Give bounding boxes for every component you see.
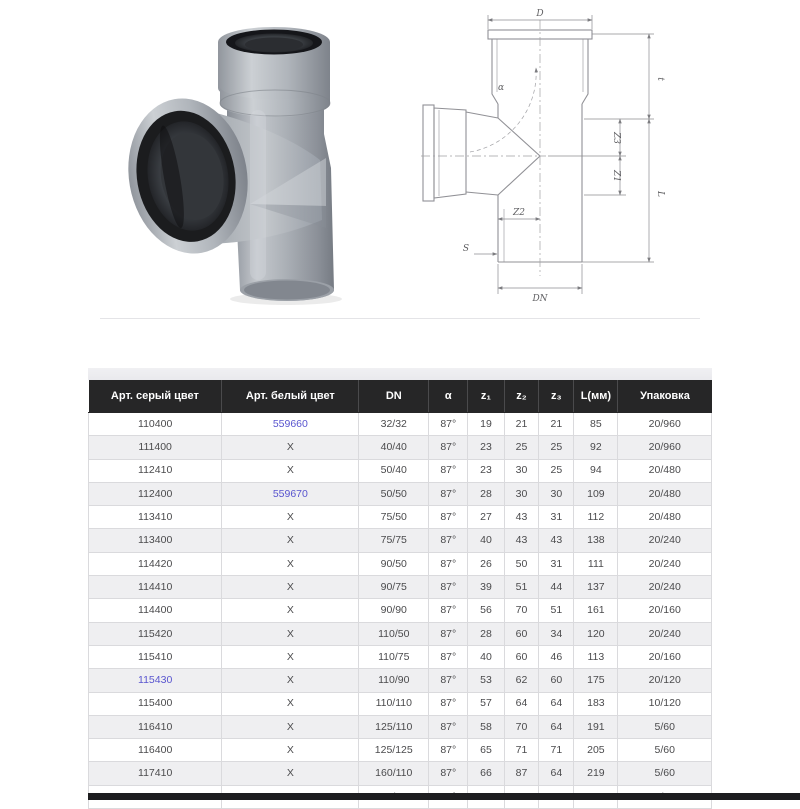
table-row — [89, 529, 712, 552]
article-link[interactable]: 559660 — [272, 417, 308, 430]
table-row — [89, 576, 712, 599]
cell-pack: 20/240 — [618, 552, 712, 575]
cell-alpha: 87° — [429, 413, 468, 436]
col-header-z3: z₃ — [539, 380, 574, 413]
cell-z1: 66 — [468, 762, 504, 785]
cell-white: X — [222, 622, 359, 645]
cell-pack: 20/240 — [618, 576, 712, 599]
product-photo — [100, 6, 386, 308]
cell-l: 111 — [574, 552, 618, 575]
cell-z2: 62 — [504, 669, 539, 692]
cell-dn: 90/50 — [359, 552, 429, 575]
cell-dn: 160/110 — [359, 762, 429, 785]
cell-alpha: 87° — [429, 482, 468, 505]
article-link[interactable]: 559670 — [272, 487, 308, 500]
cell-z2: 21 — [504, 413, 539, 436]
cell-dn: 125/125 — [359, 739, 429, 762]
cell-z3: 51 — [539, 599, 574, 622]
dim-l: L — [655, 191, 665, 197]
cell-grey: 113400 — [89, 529, 222, 552]
table-row — [89, 552, 712, 575]
spec-table — [88, 380, 712, 809]
cell-dn: 75/50 — [359, 506, 429, 529]
cell-pack: 20/480 — [618, 506, 712, 529]
cell-dn: 110/50 — [359, 622, 429, 645]
cell-alpha: 87° — [429, 645, 468, 668]
cell-dn: 32/32 — [359, 413, 429, 436]
cell-z3: 64 — [539, 715, 574, 738]
cell-z2: 30 — [504, 459, 539, 482]
cell-white: X — [222, 739, 359, 762]
cell-alpha: 87° — [429, 715, 468, 738]
drawing-bore-v — [498, 118, 540, 195]
cell-white: X — [222, 599, 359, 622]
cell-pack: 5/60 — [618, 715, 712, 738]
cell-z3: 71 — [539, 739, 574, 762]
table-row — [89, 645, 712, 668]
cell-grey: 115400 — [89, 692, 222, 715]
cell-z1: 23 — [468, 459, 504, 482]
cell-z3: 60 — [539, 669, 574, 692]
cell-z2: 70 — [504, 715, 539, 738]
cell-l: 112 — [574, 506, 618, 529]
pipe-highlight — [250, 110, 266, 280]
col-header-art-grey: Арт. серый цвет — [89, 380, 222, 413]
cell-white: X — [222, 506, 359, 529]
cell-grey: 111400 — [89, 436, 222, 459]
cell-l: 161 — [574, 599, 618, 622]
table-row — [89, 669, 712, 692]
cell-alpha: 87° — [429, 692, 468, 715]
cell-alpha: 87° — [429, 599, 468, 622]
cell-pack: 20/160 — [618, 599, 712, 622]
col-header-pack: Упаковка — [618, 380, 712, 413]
bottom-opening — [244, 281, 330, 300]
col-header-z2: z₂ — [504, 380, 539, 413]
cell-z2: 25 — [504, 436, 539, 459]
cell-alpha: 87° — [429, 762, 468, 785]
cell-z1: 28 — [468, 482, 504, 505]
cell-dn: 90/90 — [359, 599, 429, 622]
cell-white: X — [222, 459, 359, 482]
table-row — [89, 482, 712, 505]
cell-alpha: 87° — [429, 436, 468, 459]
cell-l: 205 — [574, 739, 618, 762]
cell-l: 92 — [574, 436, 618, 459]
table-body — [89, 413, 712, 809]
table-row — [89, 762, 712, 785]
cell-z3: 30 — [539, 482, 574, 505]
cell-pack: 20/120 — [618, 669, 712, 692]
cell-z1: 40 — [468, 529, 504, 552]
section-divider — [100, 318, 700, 319]
cell-grey: 117410 — [89, 762, 222, 785]
cell-z2: 43 — [504, 529, 539, 552]
product-images-card — [88, 0, 712, 368]
cell-white: X — [222, 692, 359, 715]
table-row — [89, 692, 712, 715]
cell-grey: 110400 — [89, 413, 222, 436]
alpha-arc — [470, 68, 536, 152]
cell-grey: 112400 — [89, 482, 222, 505]
cell-z3: 43 — [539, 529, 574, 552]
cell-z3: 25 — [539, 459, 574, 482]
cell-z3: 31 — [539, 506, 574, 529]
cell-white: X — [222, 645, 359, 668]
cell-z2: 60 — [504, 622, 539, 645]
cell-pack: 20/240 — [618, 622, 712, 645]
cell-white — [222, 482, 359, 505]
col-header-z1: z₁ — [468, 380, 504, 413]
table-row — [89, 436, 712, 459]
table-row — [89, 739, 712, 762]
cell-grey: 115420 — [89, 622, 222, 645]
cell-grey: 114400 — [89, 599, 222, 622]
cell-z1: 58 — [468, 715, 504, 738]
cell-dn: 40/40 — [359, 436, 429, 459]
cell-z2: 43 — [504, 506, 539, 529]
table-row — [89, 459, 712, 482]
article-link[interactable]: 115430 — [138, 674, 173, 687]
cell-z1: 65 — [468, 739, 504, 762]
top-bore — [245, 38, 303, 52]
cell-grey — [89, 669, 222, 692]
cell-alpha: 87° — [429, 459, 468, 482]
cell-white: X — [222, 715, 359, 738]
cell-dn: 110/90 — [359, 669, 429, 692]
dim-z1: Z1 — [611, 170, 621, 182]
cell-z1: 56 — [468, 599, 504, 622]
cell-z2: 30 — [504, 482, 539, 505]
cell-pack: 20/480 — [618, 459, 712, 482]
cell-alpha: 87° — [429, 529, 468, 552]
cell-white — [222, 413, 359, 436]
cell-alpha: 87° — [429, 739, 468, 762]
card-shadow-band — [88, 368, 712, 380]
cell-z3: 64 — [539, 692, 574, 715]
cell-pack: 20/240 — [618, 529, 712, 552]
dim-dn: DN — [532, 294, 548, 304]
table-row — [89, 413, 712, 436]
cell-dn: 90/75 — [359, 576, 429, 599]
cell-z3: 64 — [539, 762, 574, 785]
cell-grey: 116410 — [89, 715, 222, 738]
cell-pack: 20/480 — [618, 482, 712, 505]
cell-z1: 27 — [468, 506, 504, 529]
cell-l: 219 — [574, 762, 618, 785]
cell-z1: 19 — [468, 413, 504, 436]
cell-dn: 110/75 — [359, 645, 429, 668]
table-row — [89, 622, 712, 645]
next-section-bar — [88, 793, 800, 800]
dim-d: D — [536, 9, 544, 19]
cell-dn: 75/75 — [359, 529, 429, 552]
drawing-branch-lip — [423, 105, 434, 201]
cell-l: 113 — [574, 645, 618, 668]
cell-z1: 57 — [468, 692, 504, 715]
cell-l: 120 — [574, 622, 618, 645]
cell-z1: 40 — [468, 645, 504, 668]
cell-z1: 53 — [468, 669, 504, 692]
cell-z3: 44 — [539, 576, 574, 599]
cell-alpha: 87° — [429, 669, 468, 692]
cell-pack: 10/120 — [618, 692, 712, 715]
col-header-l: L(мм) — [574, 380, 618, 413]
technical-drawing — [416, 4, 670, 304]
cell-z1: 39 — [468, 576, 504, 599]
cell-z3: 31 — [539, 552, 574, 575]
cell-l: 191 — [574, 715, 618, 738]
cell-z3: 46 — [539, 645, 574, 668]
cell-dn: 110/110 — [359, 692, 429, 715]
cell-z2: 87 — [504, 762, 539, 785]
cell-l: 137 — [574, 576, 618, 599]
dim-s: S — [462, 244, 470, 254]
cell-l: 175 — [574, 669, 618, 692]
drawing-cone — [466, 112, 498, 195]
cell-z1: 26 — [468, 552, 504, 575]
cell-z3: 34 — [539, 622, 574, 645]
table-header-row — [89, 380, 712, 413]
dim-z2: Z2 — [513, 208, 525, 218]
cell-z2: 60 — [504, 645, 539, 668]
cell-white: X — [222, 552, 359, 575]
cell-z3: 21 — [539, 413, 574, 436]
dim-z3: Z3 — [611, 132, 621, 144]
table-row — [89, 715, 712, 738]
cell-pack: 20/160 — [618, 645, 712, 668]
dim-alpha: α — [497, 83, 505, 93]
cell-pack: 20/960 — [618, 413, 712, 436]
cell-l: 85 — [574, 413, 618, 436]
table-row — [89, 599, 712, 622]
cell-z2: 70 — [504, 599, 539, 622]
cell-z1: 28 — [468, 622, 504, 645]
cell-z1: 23 — [468, 436, 504, 459]
cell-white: X — [222, 436, 359, 459]
cell-pack: 20/960 — [618, 436, 712, 459]
col-header-art-white: Арт. белый цвет — [222, 380, 359, 413]
col-header-alpha: α — [429, 380, 468, 413]
cell-white: X — [222, 762, 359, 785]
cell-pack: 5/60 — [618, 762, 712, 785]
cell-grey: 115410 — [89, 645, 222, 668]
cell-z2: 71 — [504, 739, 539, 762]
cell-white: X — [222, 529, 359, 552]
cell-white: X — [222, 669, 359, 692]
cell-dn: 50/40 — [359, 459, 429, 482]
cell-z2: 51 — [504, 576, 539, 599]
dim-t: t — [655, 77, 665, 81]
cell-alpha: 87° — [429, 622, 468, 645]
cell-alpha: 87° — [429, 576, 468, 599]
cell-dn: 125/110 — [359, 715, 429, 738]
cell-z2: 50 — [504, 552, 539, 575]
cell-l: 138 — [574, 529, 618, 552]
cell-z3: 25 — [539, 436, 574, 459]
cell-grey: 114420 — [89, 552, 222, 575]
cell-z2: 64 — [504, 692, 539, 715]
cell-dn: 50/50 — [359, 482, 429, 505]
cell-l: 94 — [574, 459, 618, 482]
cell-grey: 114410 — [89, 576, 222, 599]
cell-grey: 116400 — [89, 739, 222, 762]
table-row — [89, 506, 712, 529]
col-header-dn: DN — [359, 380, 429, 413]
cell-l: 183 — [574, 692, 618, 715]
cell-alpha: 87° — [429, 552, 468, 575]
cell-grey: 112410 — [89, 459, 222, 482]
cell-grey: 113410 — [89, 506, 222, 529]
cell-white: X — [222, 576, 359, 599]
cell-alpha: 87° — [429, 506, 468, 529]
cell-pack: 5/60 — [618, 739, 712, 762]
cell-l: 109 — [574, 482, 618, 505]
